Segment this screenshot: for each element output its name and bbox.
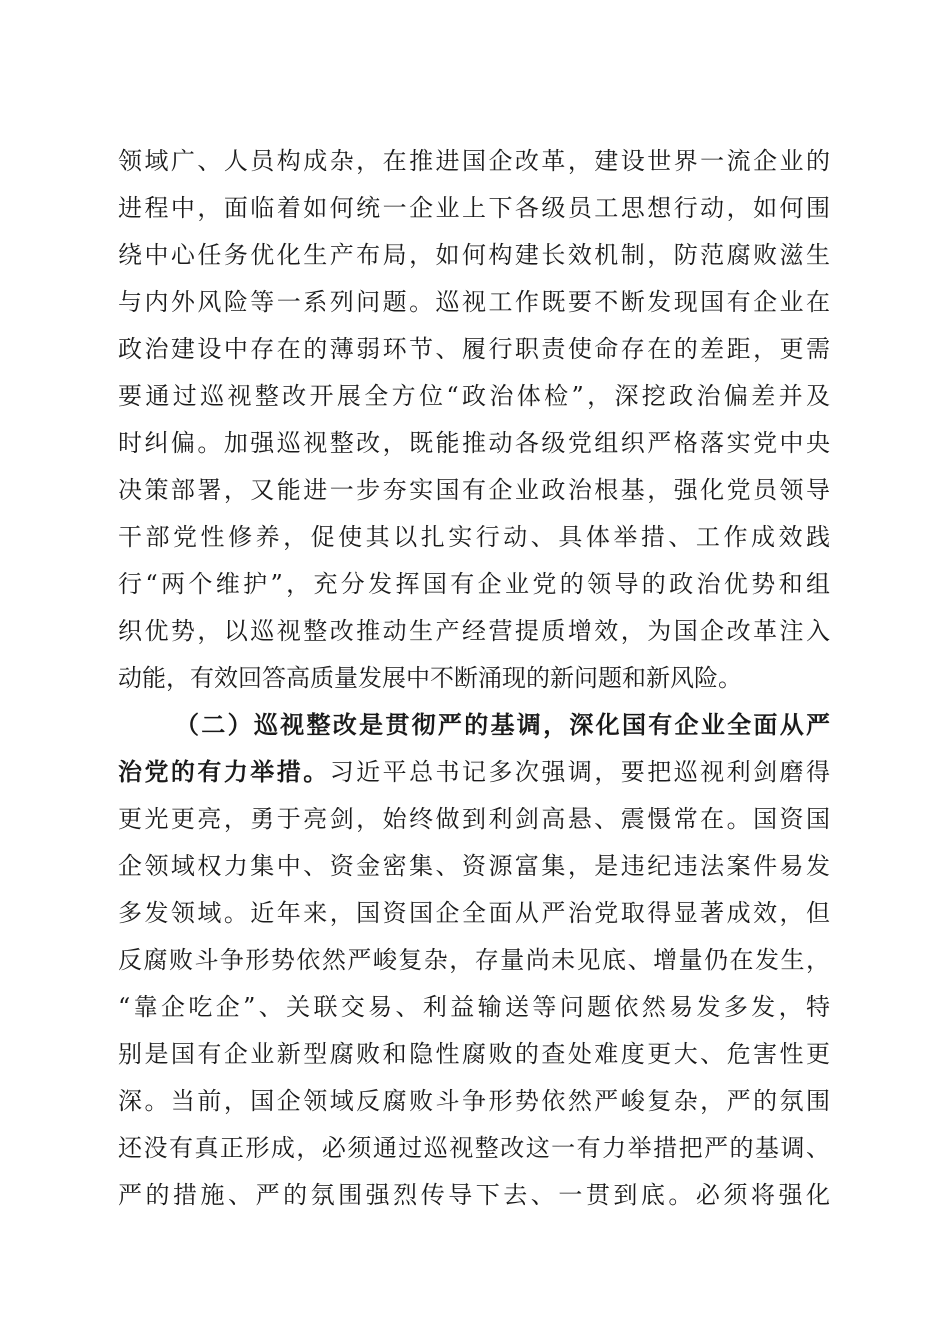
paragraph-line: 决策部署，又能进一步夯实国有企业政治根基，强化党员领导 (118, 476, 830, 504)
section-heading: （二）巡视整改是贯彻严的基调，深化国有企业全面从严 (175, 710, 830, 739)
paragraph-line: 别是国有企业新型腐败和隐性腐败的查处难度更大、危害性更 (118, 1040, 830, 1068)
paragraph-line: 深。当前，国企领域反腐败斗争形势依然严峻复杂，严的氛围 (118, 1087, 830, 1115)
paragraph-line: 反腐败斗争形势依然严峻复杂，存量尚未见底、增量仍在发生， (118, 946, 830, 974)
paragraph-line: 干部党性修养，促使其以扎实行动、具体举措、工作成效践 (118, 523, 830, 551)
heading-tail: 治党的有力举措。 (118, 757, 330, 786)
paragraph-line: 进程中，面临着如何统一企业上下各级员工思想行动，如何围 (118, 194, 830, 222)
paragraph-line: 动能，有效回答高质量发展中不断涌现的新问题和新风险。 (118, 664, 742, 692)
section-heading-continued (118, 750, 830, 794)
paragraph-line: 严的措施、严的氛围强烈传导下去、一贯到底。必须将强化 (118, 1181, 830, 1209)
paragraph-line: 要通过巡视整改开展全方位“政治体检”，深挖政治偏差并及 (118, 382, 830, 410)
paragraph-line: 与内外风险等一系列问题。巡视工作既要不断发现国有企业在 (118, 288, 830, 316)
paragraph-line: 时纠偏。加强巡视整改，既能推动各级党组织严格落实党中央 (118, 429, 830, 457)
paragraph-line: “靠企吃企”、关联交易、利益输送等问题依然易发多发，特 (118, 993, 830, 1021)
paragraph-line: 多发领域。近年来，国资国企全面从严治党取得显著成效，但 (118, 899, 830, 927)
paragraph-line: 企领域权力集中、资金密集、资源富集，是违纪违法案件易发 (118, 852, 830, 880)
paragraph-text: 习近平总书记多次强调，要把巡视利剑磨得 (329, 758, 830, 786)
paragraph-line: 行“两个维护”，充分发挥国有企业党的领导的政治优势和组 (118, 570, 830, 598)
paragraph-line: 织优势，以巡视整改推动生产经营提质增效，为国企改革注入 (118, 617, 830, 645)
paragraph-line: 政治建设中存在的薄弱环节、履行职责使命存在的差距，更需 (118, 335, 830, 363)
paragraph-line: 绕中心任务优化生产布局，如何构建长效机制，防范腐败滋生 (118, 241, 830, 269)
paragraph-line: 还没有真正形成，必须通过巡视整改这一有力举措把严的基调、 (118, 1134, 830, 1162)
paragraph-line: 更光更亮，勇于亮剑，始终做到利剑高悬、震慑常在。国资国 (118, 805, 830, 833)
paragraph-line: 领域广、人员构成杂，在推进国企改革，建设世界一流企业的 (118, 147, 830, 175)
